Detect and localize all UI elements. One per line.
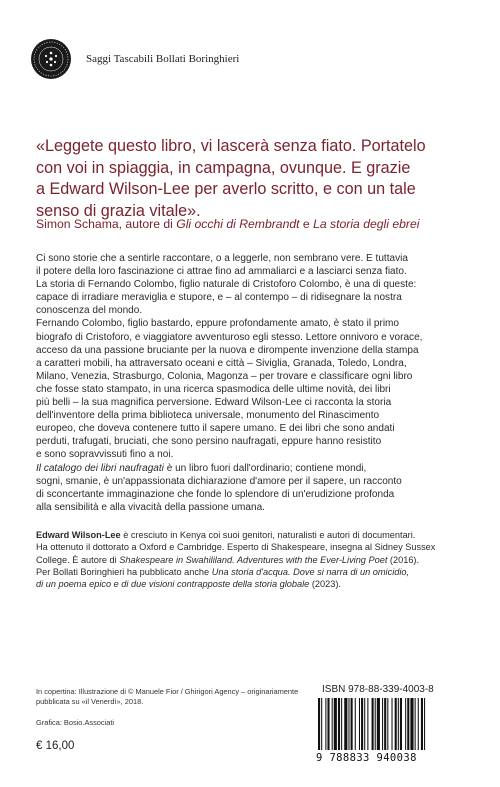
series-name: Saggi Tascabili Bollati Boringhieri	[86, 53, 240, 65]
after-title: è un libro fuori dall'ordinario; contiene mondi,	[163, 462, 367, 474]
blurb-line: biografo di Cristoforo, e viaggiatore avventuroso egli stesso. Lettore onnivoro e vorace,	[36, 331, 423, 343]
blurb-line: conoscenza del mondo.	[36, 305, 143, 317]
attribution-title-1: Gli occhi di Rembrandt	[176, 217, 300, 231]
blurb-line: perduti, trafugati, bruciati, che sono persino naufragati, eppure hanno resistito	[36, 436, 382, 448]
blurb-line: Milano, Venezia, Strasburgo, Colonia, Magonza – per trovare e classificare ogni libro	[36, 370, 413, 382]
bio-line-5-suffix: (2023).	[309, 579, 341, 590]
quote-line: con voi in spiaggia, in campagna, ovunque. E grazie	[36, 158, 411, 177]
quote-line: a Edward Wilson-Lee per averlo scritto, e con un tale	[36, 180, 416, 198]
bio-line-3-prefix: College. È autore di	[36, 554, 120, 565]
blurb-line: La storia di Fernando Colombo, figlio naturale di Cristoforo Colombo, è una di queste:	[36, 279, 417, 291]
blurb-line: dell'inventore della prima biblioteca universale, monumento del Rinascimento	[36, 410, 380, 422]
blurb-line: capace di irradiare meraviglia e stupore, e – al contempo – di ridisegnare la nostra	[36, 292, 402, 304]
isbn-label: ISBN 978-88-339-4003-8	[322, 684, 434, 695]
blurb-line: di sconcertante immaginazione che fonde lo splendore di un'erudizione profonda	[36, 488, 395, 500]
blurb-line: che fosse stato stampato, in una ricerca spasmodica delle ultime novità, dei libri	[36, 383, 391, 395]
blurb-text	[36, 252, 476, 514]
bio-book-title-1: Shakespeare in Swahililand. Adventures with the Ever-Living Poet	[119, 554, 388, 565]
blurb-line: più belli – la sua magnifica perversione. Edward Wilson-Lee ci racconta la storia	[36, 397, 392, 409]
bio-line-4-prefix: Per Bollati Boringhieri ha pubblicato anche	[36, 566, 212, 577]
attribution-prefix: Simon Schama, autore di	[36, 217, 177, 231]
blurb-line: alla sensibilità e alla vivacità della passione umana.	[36, 501, 265, 513]
blurb-line: acceso da una passione bruciante per la nuova e dirompente invenzione della stampa	[36, 344, 419, 356]
bio-line	[36, 529, 476, 541]
price: € 16,00	[36, 740, 75, 752]
publisher-seal-icon	[30, 38, 72, 80]
blurb-line: a caratteri mobili, ha attraversato oceani e città – Siviglia, Granada, Toledo, Londra,	[36, 357, 407, 369]
attribution-title-2: La storia degli ebrei	[313, 217, 420, 231]
cover-credits	[36, 687, 336, 707]
blurb-line	[36, 462, 476, 475]
book-title: Il catalogo dei libri naufragati	[36, 462, 164, 474]
bio-line-1: è cresciuto in Kenya coi suoi genitori, naturalisti e autori di documentari.	[120, 530, 416, 540]
credit-line: pubblicata su «il Venerdì», 2018.	[36, 697, 144, 706]
design-credit: Grafica: Bosio.Associati	[36, 718, 115, 727]
barcode-number: 9 788833 940038	[316, 752, 417, 764]
author-bio	[36, 529, 476, 590]
blurb-line: Ci sono storie che a sentirle raccontare, o a leggerle, non sembrano vere. E tuttavia	[36, 253, 408, 264]
pull-quote	[36, 136, 476, 222]
blurb-line: il potere della loro fascinazione ci attrae fino ad ammaliarci e a lasciarci senza fiato.	[36, 266, 407, 278]
attribution-and: e	[299, 217, 314, 231]
bio-line: Ha ottenuto il dottorato a Oxford e Cambridge. Esperto di Shakespeare, insegna al Sidney Sussex	[36, 542, 436, 553]
blurb-line: Fernando Colombo, figlio bastardo, eppure profondamente amato, è stato il primo	[36, 318, 400, 330]
quote-line: senso di grazia vitale».	[36, 201, 201, 220]
blurb-line: e sono sopravvissuti fino a noi.	[36, 449, 174, 461]
bio-book-title-2b: di un poema epico e di due visioni contrapposte della storia globale	[36, 579, 310, 590]
barcode-icon	[316, 698, 464, 750]
quote-attribution	[36, 217, 476, 231]
quote-line: «Leggete questo libro, vi lascerà senza fiato. Portatelo	[36, 137, 426, 155]
bio-line	[36, 578, 476, 590]
blurb-line: europeo, che doveva contenere tutto il sapere umano. E dei libri che sono andati	[36, 423, 395, 435]
bio-book-title-2a: Una storia d'acqua. Dove si narra di un omicidio,	[211, 566, 410, 577]
bio-line	[36, 554, 476, 566]
author-name: Edward Wilson-Lee	[36, 530, 121, 540]
bio-line-3-suffix: (2016).	[387, 554, 420, 565]
credit-line: In copertina: Illustrazione di © Manuele Fior / Ghirigori Agency – originariamente	[36, 687, 299, 696]
bio-line	[36, 566, 476, 578]
blurb-line: sogni, smanie, è un'appassionata dichiarazione d'amore per il sapere, un racconto	[36, 475, 402, 487]
